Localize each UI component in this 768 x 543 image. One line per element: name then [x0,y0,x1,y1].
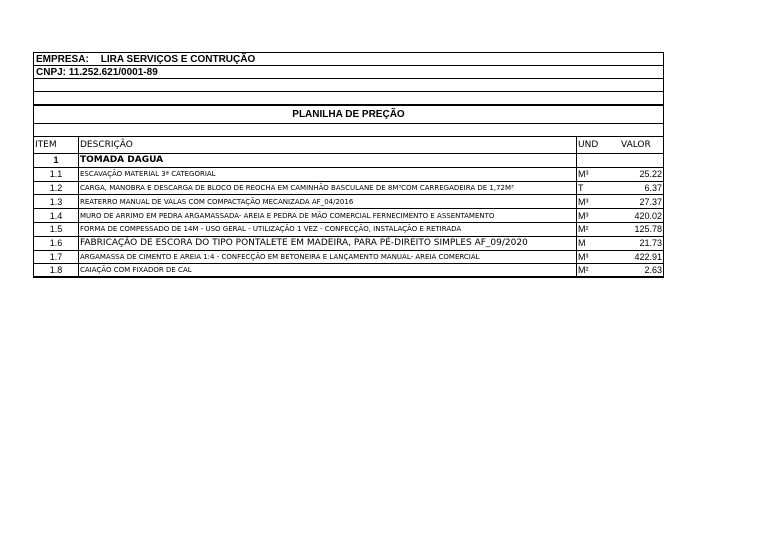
row-item: 1.1 [49,169,63,180]
row-desc: CARGA, MANOBRA E DESCARGA DE BLOCO DE REOCHA EM CAMINHÃO BASCULANE DE 8M³COM CARREGADEIRA DE 1,72M³ [78,182,576,195]
table-row [34,195,663,209]
column-header-row [34,137,663,154]
row-desc: MURO DE ARRIMO EM PEDRA ARGAMASSADA- AREIA E PEDRA DE MÃO COMERCIAL FERNECIMENTO E ASSENTAMENTO [78,209,576,222]
row-item: 1.6 [49,238,63,249]
row-valor: 6.37 [644,182,662,193]
table-row [34,223,663,237]
row-und: M³ [576,168,620,181]
table-row [34,251,663,265]
group-desc: TOMADA DAGUA [78,154,576,167]
table-row [34,237,663,251]
row-item: 1.7 [49,251,63,262]
blank-row-3 [34,124,663,137]
row-item: 1.8 [49,265,63,276]
row-und: M [576,237,620,250]
row-valor: 25.22 [639,169,662,180]
row-und: T [576,182,620,195]
company-row [34,53,663,66]
row-item: 1.2 [49,182,63,193]
row-und: M² [576,264,620,276]
table-row [34,182,663,196]
group-item: 1 [53,155,59,166]
table-row [34,264,663,278]
row-desc: ARGAMASSA DE CIMENTO E AREIA 1:4 - CONFECÇÃO EM BETONEIRA E LANÇAMENTO MANUAL- AREIA COMERCIAL [78,251,576,264]
group-und [576,154,620,167]
row-desc: REATERRO MANUAL DE VALAS COM COMPACTAÇÃO MECANIZADA AF_04/2016 [78,195,576,208]
row-und: M³ [576,209,620,222]
company-name: LIRA SERVIÇOS E CONTRUÇÃO [100,53,256,65]
row-und: M³ [576,195,620,208]
row-desc: CAIAÇÃO COM FIXADOR DE CAL [78,264,576,276]
row-valor: 422.91 [634,251,662,262]
row-item: 1.3 [49,196,63,207]
blank-row-1 [34,79,663,92]
cnpj-row [34,66,663,79]
row-valor: 420.02 [634,210,662,221]
row-desc: ESCAVAÇÃO MATERIAL 3ª CATEGORIAL [78,168,576,181]
company-label: EMPRESA: [36,53,89,65]
sheet-title: PLANILHA DE PREÇÃO [292,109,405,120]
cnpj-text: CNPJ: 11.252.621/0001-89 [36,66,158,78]
column-header-desc: DESCRIÇÃO [78,137,576,153]
row-desc: FABRICAÇÃO DE ESCORA DO TIPO PONTALETE EM MADEIRA, PARA PÉ-DIREITO SIMPLES AF_09/2020 [78,237,576,250]
sheet-title-row [34,105,663,124]
row-valor: 125.78 [634,224,662,235]
row-desc: FORMA DE COMPESSADO DE 14M - USO GERAL - UTILIZAÇÃO 1 VEZ - CONFECÇÃO, INSTALAÇÃO E RETIRADA [78,223,576,236]
row-und: M³ [576,251,620,264]
blank-row-2 [34,92,663,105]
group-row [34,154,663,168]
table-row [34,209,663,223]
row-valor: 21.73 [639,238,662,249]
column-header-item: ITEM [35,140,57,150]
table-row [34,168,663,182]
row-valor: 27.37 [639,196,662,207]
price-sheet [33,52,664,278]
column-header-valor: VALOR [621,140,651,150]
column-header-und: UND [576,137,620,153]
row-valor: 2.63 [644,265,662,276]
row-item: 1.5 [49,224,63,235]
row-item: 1.4 [49,210,63,221]
group-valor [620,154,663,167]
row-und: M² [576,223,620,236]
